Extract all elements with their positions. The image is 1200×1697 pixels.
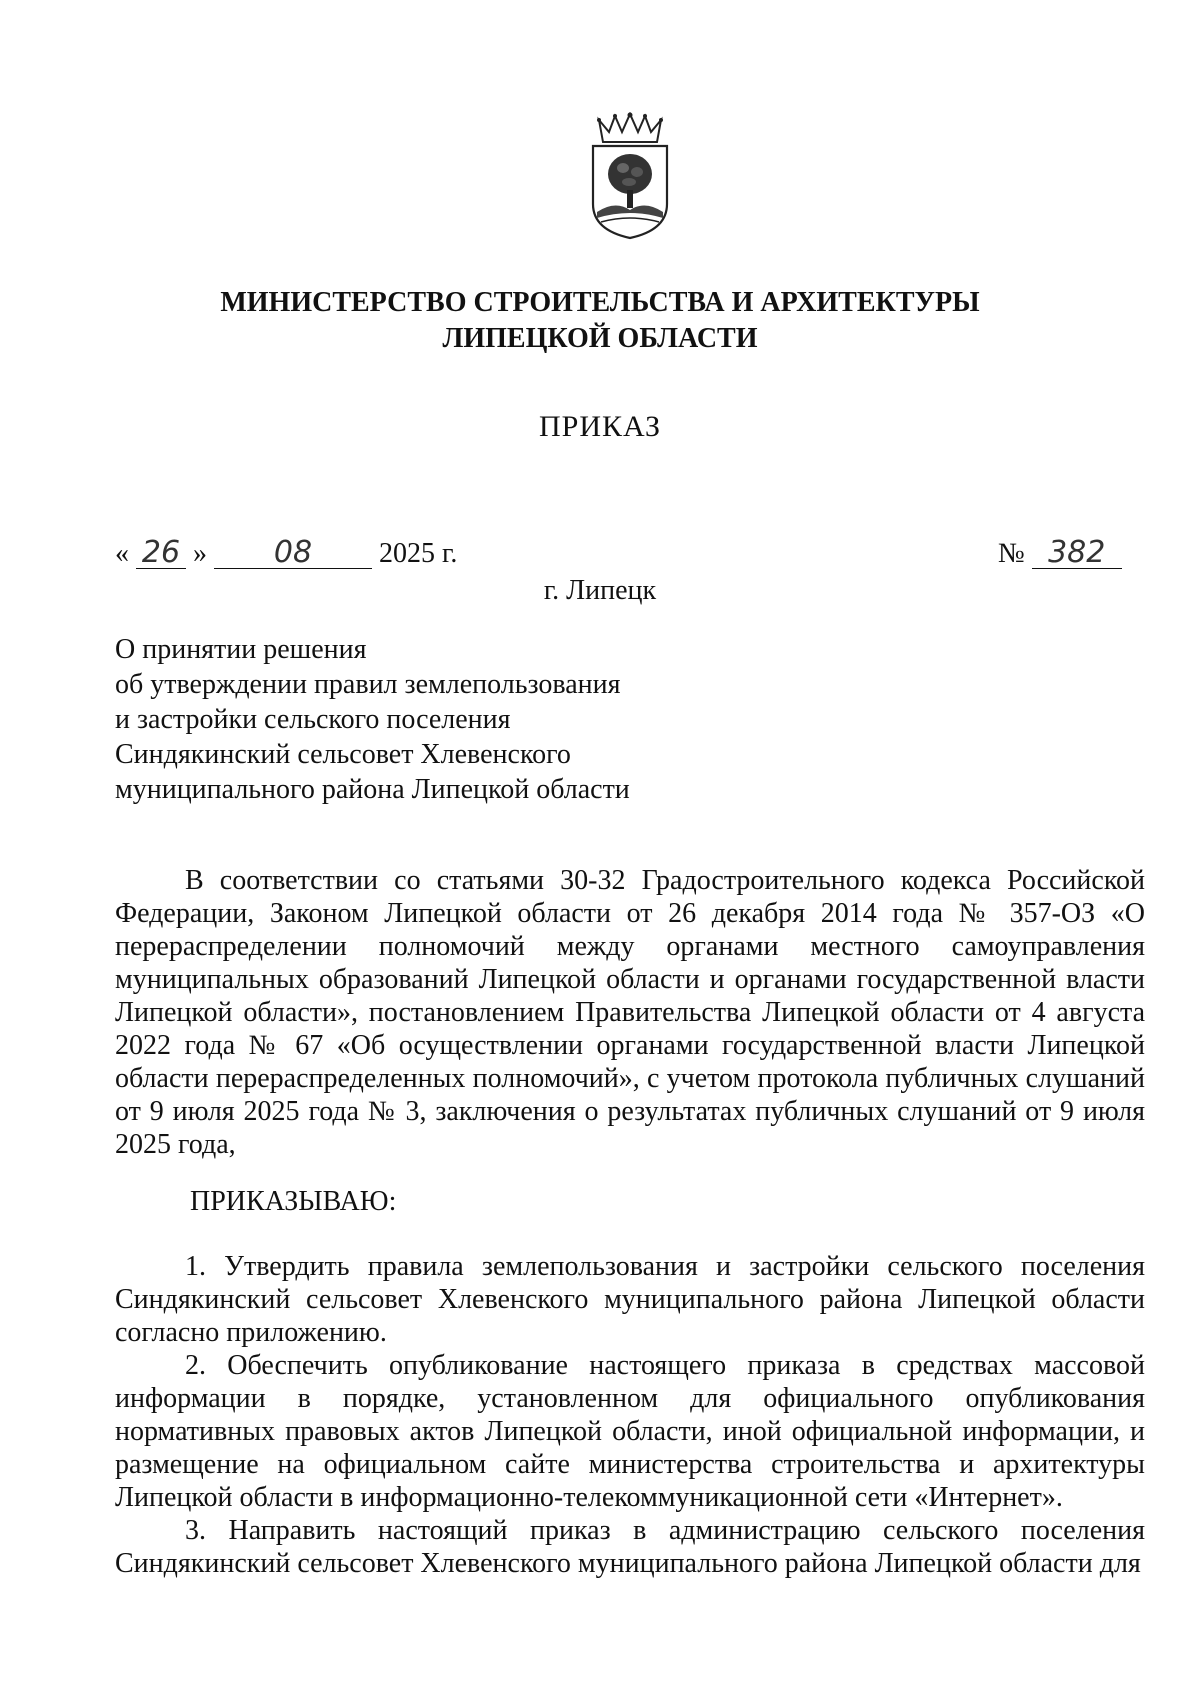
order-items-list	[115, 1250, 1145, 1580]
date-day-handwritten: 26	[141, 535, 181, 570]
document-type-heading: ПРИКАЗ	[539, 410, 661, 443]
date-day-field	[136, 535, 186, 570]
number-label: №	[998, 538, 1025, 569]
order-title	[115, 632, 630, 807]
coat-of-arms-emblem	[585, 112, 675, 240]
order-item-3: 3. Направить настоящий приказ в администрацию сельского поселения Синдякинский сельсовет Хлевенского муниципального района Липецкой области для	[115, 1515, 1145, 1579]
organization-name-line-1: МИНИСТЕРСТВО СТРОИТЕЛЬСТВА И АРХИТЕКТУРЫ	[220, 287, 980, 318]
order-item-1: 1. Утвердить правила землепользования и застройки сельского поселения Синдякинский сельсовет Хлевенского муниципального района Липецкой области согласно приложению.	[115, 1251, 1145, 1348]
order-directive-word: ПРИКАЗЫВАЮ:	[190, 1186, 397, 1217]
title-line: О принятии решения	[115, 634, 367, 665]
order-number	[998, 535, 1122, 570]
title-line: об утверждении правил землепользования	[115, 669, 621, 700]
preamble-paragraph: В соответствии со статьями 30-32 Градостроительного кодекса Российской Федерации, Законом Липецкой области от 26 декабря 2014 года № 357-ОЗ «О перераспределении полномочий между органами местного самоуправления муниципальных образований Липецкой области и органами государственной власти Липецкой области», постановлением Правительства Липецкой области от 4 августа 2022 года № 67 «Об осуществлении органами государственной власти Липецкой области перераспределенных полномочий», с учетом протокола публичных слушаний от 9 июля 2025 года № 3, заключения о результатах публичных слушаний от 9 июля 2025 года,	[115, 865, 1145, 1160]
title-line: муниципального района Липецкой области	[115, 774, 630, 805]
number-handwritten: 382	[1048, 535, 1106, 570]
date-open-quote: «	[115, 538, 129, 569]
number-field	[1032, 535, 1122, 570]
title-line: и застройки сельского поселения	[115, 704, 511, 735]
organization-name-line-2: ЛИПЕЦКОЙ ОБЛАСТИ	[442, 323, 758, 354]
date-month-handwritten: 08	[273, 535, 313, 570]
order-item-2: 2. Обеспечить опубликование настоящего приказа в средствах массовой информации в порядке, установленном для официального опубликования нормативных правовых актов Липецкой области, иной официальной информации, и размещение на официальном сайте министерства строительства и архитектуры Липецкой области в информационно-телекоммуникационной сети «Интернет».	[115, 1350, 1145, 1513]
title-line: Синдякинский сельсовет Хлевенского	[115, 739, 571, 770]
city-location: г. Липецк	[543, 575, 657, 606]
date-year: 2025 г.	[379, 538, 458, 569]
order-date	[115, 535, 458, 570]
date-close-quote: »	[193, 538, 207, 569]
date-month-field	[214, 535, 372, 570]
